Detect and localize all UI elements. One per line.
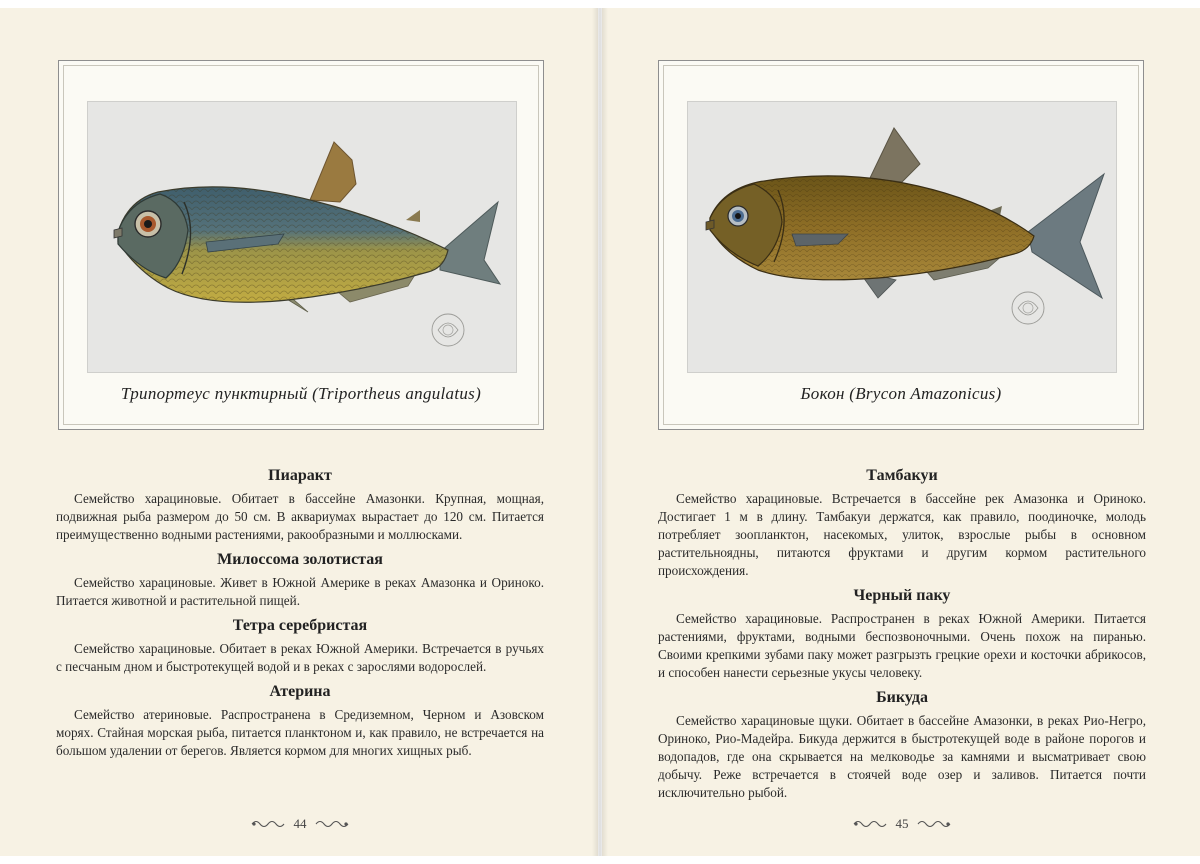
species-title: Тетра серебристая (232, 617, 368, 634)
species-descriptions-right (658, 466, 1146, 808)
species-title: Черный паку (853, 587, 951, 604)
species-description: Семейство харациновые. Живет в Южной Америке в реках Амазонка и Ориноко. Питается животной и растительной пищей. (56, 575, 544, 608)
species-description: Семейство атериновые. Распространена в Средиземном, Черном и Азовском морях. Стайная морская рыба, питается планктоном и, как правило, не встречается на большом удалении от берегов. Является кормом для многих хищных рыб. (56, 707, 544, 758)
book-gutter-shadow (592, 8, 608, 856)
page-number: 45 (895, 816, 909, 832)
illustration-caption: Бокон (Brycon Amazonicus) (800, 384, 1002, 403)
scroll-ornament-icon (917, 819, 951, 829)
scroll-ornament-icon (853, 819, 887, 829)
illustrator-monogram-icon (1012, 292, 1044, 324)
species-description: Семейство харациновые. Обитает в реках Южной Америки. Встречается в ручьях с песчаным дном и быстротекущей водой и в реках с зарослями водорослей. (56, 641, 544, 674)
species-description: Семейство харациновые щуки. Обитает в бассейне Амазонки, в реках Рио-Негро, Ориноко, Рио-Мадейра. Бикуда держится в быстротекущей воде в районе порогов и водопадов, где она скрывается на мелководье за камнями и высматривает свою добычу. Реже встречается в стоячей воде озер и заливов. Питается почти исключительно рыбой. (658, 713, 1146, 800)
species-entry (658, 688, 1146, 802)
fish-illustration-brycon (687, 101, 1117, 373)
scroll-ornament-icon (315, 819, 349, 829)
illustration-plate-left (58, 60, 544, 430)
species-title: Бикуда (876, 689, 928, 706)
species-entry (56, 550, 544, 610)
species-title: Тамбакуи (866, 467, 938, 484)
fish-drawing-2 (688, 102, 1116, 372)
species-entry (56, 682, 544, 760)
page-number: 44 (293, 816, 307, 832)
species-entry (658, 466, 1146, 580)
species-description: Семейство харациновые. Встречается в бассейне рек Амазонка и Ориноко. Достигает 1 м в длину. Тамбакуи держатся, как правило, поодиночке, молодь потребляет зоопланктон, насекомых, улиток, взрослые рыбы в основном растительноядны, питаются фруктами и другим кормом растительного происхождения. (658, 491, 1146, 578)
species-description: Семейство харациновые. Распространен в реках Южной Америки. Питается растениями, фруктами, водными беспозвоночными. Очень похож на пиранью. Своими крепкими зубами паку может разгрызть грецкие орехи и косточки абрикосов, и способен нанести серьезные укусы человеку. (658, 611, 1146, 680)
fish-illustration-triportheus (87, 101, 517, 373)
species-entry (56, 616, 544, 676)
page-number-footer (240, 814, 360, 832)
illustration-plate-right (658, 60, 1144, 430)
species-entry (56, 466, 544, 544)
scroll-ornament-icon (251, 819, 285, 829)
species-title: Атерина (269, 683, 331, 700)
species-entry (658, 586, 1146, 682)
species-descriptions-left (56, 466, 544, 766)
species-description: Семейство харациновые. Обитает в бассейне Амазонки. Крупная, мощная, подвижная рыба размером до 50 см. В аквариумах вырастает до 120 см. Питается преимущественно водными растениями, ракообразными и моллюсками. (56, 491, 544, 542)
left-page (0, 8, 598, 856)
right-page (602, 8, 1200, 856)
species-title: Пиаракт (268, 467, 332, 484)
illustration-caption: Трипортеус пунктирный (Triportheus angulatus) (120, 384, 482, 403)
fish-drawing-1 (88, 102, 516, 372)
illustrator-monogram-icon (432, 314, 464, 346)
species-title: Милоссома золотистая (217, 551, 383, 568)
page-number-footer (842, 814, 962, 832)
